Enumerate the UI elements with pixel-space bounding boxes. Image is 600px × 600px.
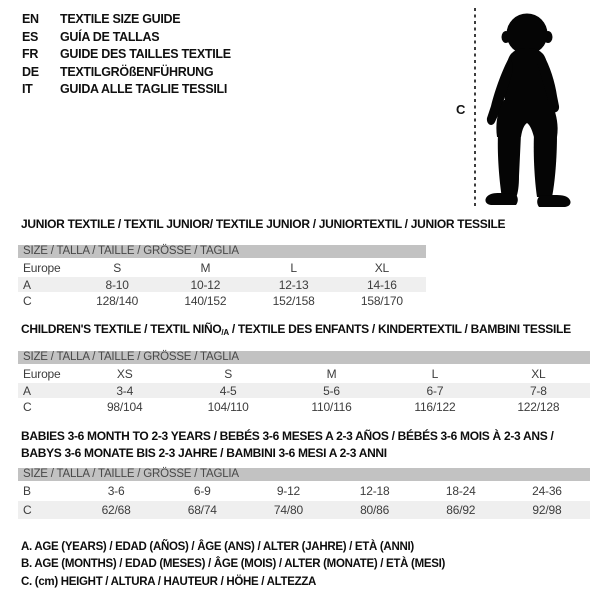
value-cell: 140/152 bbox=[184, 294, 227, 308]
table-row-europe bbox=[18, 258, 426, 277]
value-cell: 5-6 bbox=[323, 383, 340, 398]
table-row-age bbox=[18, 277, 426, 292]
value-cell: 7-8 bbox=[529, 383, 547, 398]
value-cell: 12-13 bbox=[278, 277, 309, 292]
language-code: DE bbox=[22, 64, 39, 79]
language-row-es bbox=[22, 29, 231, 47]
value-cell: 122/128 bbox=[517, 400, 560, 414]
value-cell: 9-12 bbox=[276, 484, 301, 498]
size-cell: M bbox=[326, 366, 337, 381]
value-cell: 98/104 bbox=[106, 400, 143, 414]
children-size-table bbox=[18, 351, 590, 416]
junior-section-title: JUNIOR TEXTILE / TEXTIL JUNIOR/ TEXTILE JUNIOR / JUNIORTEXTIL / JUNIOR TESSILE bbox=[21, 217, 506, 231]
title-subscript: /A bbox=[221, 328, 229, 337]
title-line-1: BABIES 3-6 MONTH TO 2-3 YEARS / BEBÉS 3-6 MESES A 2-3 AÑOS / BÉBÉS 3-6 MOIS À 2-3 ANS / bbox=[21, 429, 554, 443]
language-row-de bbox=[22, 64, 231, 82]
row-label: C bbox=[23, 400, 32, 414]
babies-size-table bbox=[18, 468, 590, 519]
size-cell: XS bbox=[116, 366, 133, 381]
language-title: GUÍA DE TALLAS bbox=[60, 29, 160, 44]
value-cell: 104/110 bbox=[207, 400, 249, 414]
value-cell: 80/86 bbox=[360, 503, 390, 517]
value-cell: 62/68 bbox=[101, 503, 131, 517]
size-cell: L bbox=[431, 366, 439, 381]
size-table-header: SIZE / TALLA / TAILLE / GRÖSSE / TAGLIA bbox=[18, 351, 590, 364]
footnote-age-months: B. AGE (MONTHS) / EDAD (MESES) / ÂGE (MOIS) / ALTER (MONATE) / ETÀ (MESI) bbox=[21, 558, 446, 571]
value-cell: 116/122 bbox=[414, 400, 456, 414]
language-row-fr bbox=[22, 46, 231, 64]
footnote-height: C. (cm) HEIGHT / ALTURA / HAUTEUR / HÖHE / ALTEZZA bbox=[21, 575, 317, 588]
junior-size-table bbox=[18, 245, 426, 310]
language-row-en bbox=[22, 11, 231, 29]
value-cell: 152/158 bbox=[272, 294, 315, 308]
table-row-months bbox=[18, 481, 590, 501]
language-title: GUIDA ALLE TAGLIE TESSILI bbox=[60, 82, 228, 97]
legend-footnotes bbox=[21, 539, 445, 591]
title-text: CHILDREN'S TEXTILE / TEXTIL NIÑO bbox=[21, 322, 222, 336]
size-cell: S bbox=[113, 260, 122, 275]
language-title: TEXTILGRÖßENFÜHRUNG bbox=[60, 64, 214, 79]
language-title: GUIDE DES TAILLES TEXTILE bbox=[60, 47, 231, 62]
height-measure-label: C bbox=[456, 102, 466, 117]
value-cell: 86/92 bbox=[446, 503, 476, 517]
row-label: A bbox=[23, 277, 31, 292]
value-cell: 12-18 bbox=[359, 484, 390, 498]
value-cell: 68/74 bbox=[187, 503, 217, 517]
value-cell: 18-24 bbox=[445, 484, 476, 498]
row-label: B bbox=[23, 484, 31, 498]
language-list bbox=[22, 11, 231, 99]
row-label: C bbox=[23, 294, 32, 308]
value-cell: 3-6 bbox=[107, 484, 125, 498]
language-code: FR bbox=[22, 47, 39, 62]
title-text: / TEXTILE DES ENFANTS / KINDERTEXTIL / BAMBINI TESSILE bbox=[228, 322, 571, 336]
value-cell: 128/140 bbox=[96, 294, 139, 308]
row-label: A bbox=[23, 383, 31, 398]
table-row-height bbox=[18, 292, 426, 310]
value-cell: 158/170 bbox=[360, 294, 403, 308]
value-cell: 92/98 bbox=[532, 503, 562, 517]
value-cell: 14-16 bbox=[367, 277, 397, 292]
table-row-height bbox=[18, 501, 590, 519]
height-measure-dashed-line bbox=[474, 8, 476, 207]
row-label: Europe bbox=[23, 260, 61, 275]
value-cell: 6-7 bbox=[426, 383, 444, 398]
size-cell: L bbox=[290, 260, 297, 275]
row-label: Europe bbox=[23, 366, 61, 381]
value-cell: 10-12 bbox=[190, 277, 221, 292]
size-cell: S bbox=[224, 366, 233, 381]
babies-section-title bbox=[21, 428, 553, 461]
table-row-age bbox=[18, 383, 590, 398]
language-code: IT bbox=[22, 82, 33, 97]
size-cell: XL bbox=[531, 366, 546, 381]
value-cell: 4-5 bbox=[219, 383, 237, 398]
footnote-age-years: A. AGE (YEARS) / EDAD (AÑOS) / ÂGE (ANS) / ALTER (JAHRE) / ETÀ (ANNI) bbox=[21, 541, 414, 553]
table-row-europe bbox=[18, 364, 590, 383]
value-cell: 3-4 bbox=[116, 383, 134, 398]
language-row-it bbox=[22, 81, 231, 99]
size-cell: M bbox=[200, 260, 211, 275]
size-cell: XL bbox=[374, 260, 390, 275]
value-cell: 24-36 bbox=[532, 484, 562, 498]
table-row-height bbox=[18, 398, 590, 416]
size-table-header: SIZE / TALLA / TAILLE / GRÖSSE / TAGLIA bbox=[18, 245, 426, 258]
value-cell: 74/80 bbox=[273, 503, 303, 517]
size-table-header: SIZE / TALLA / TAILLE / GRÖSSE / TAGLIA bbox=[18, 468, 590, 481]
language-code: EN bbox=[22, 12, 39, 26]
value-cell: 6-9 bbox=[193, 484, 211, 498]
children-section-title bbox=[21, 321, 571, 342]
value-cell: 110/116 bbox=[311, 400, 352, 414]
value-cell: 8-10 bbox=[105, 277, 129, 292]
language-title: TEXTILE SIZE GUIDE bbox=[60, 12, 181, 26]
row-label: C bbox=[23, 503, 32, 517]
baby-silhouette-icon bbox=[482, 8, 574, 208]
title-line-2: BABYS 3-6 MONATE BIS 2-3 JAHRE / BAMBINI 3-6 MESI A 2-3 ANNI bbox=[21, 445, 387, 460]
language-code: ES bbox=[22, 29, 39, 44]
